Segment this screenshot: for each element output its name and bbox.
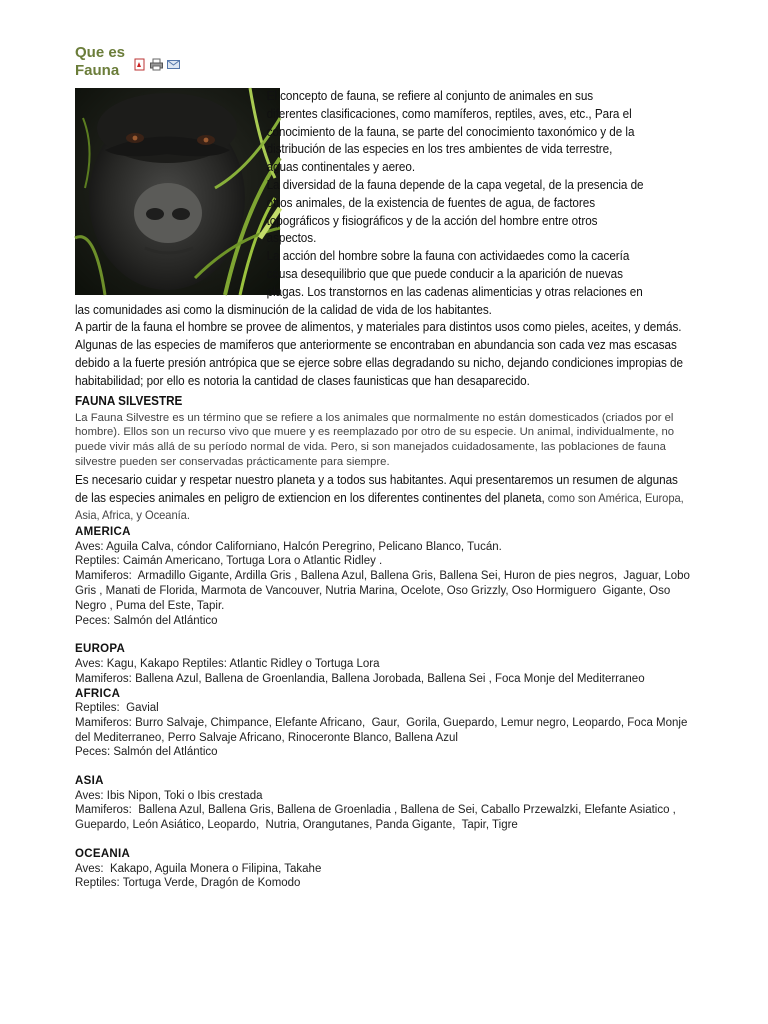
species-line: Peces: Salmón del Atlántico <box>75 614 218 627</box>
species-line: Mamiferos: Burro Salvaje, Chimpance, Elefante Africano, Gaur, Gorila, Guepardo, Lemur negro, Leopardo, Foca Monje del Mediterraneo, Perro Salvaje Africano, Rinoceronte Blanco, Ballena Azul <box>75 716 691 744</box>
action-icons <box>133 57 180 68</box>
species-line: Reptiles: Caimán Americano, Tortuga Lora o Atlantic Ridley . <box>75 555 383 568</box>
species-line: Mamiferos: Ballena Azul, Ballena Gris, Ballena de Groenladia , Ballena de Sei, Caballo Przewalzki, Elefante Asiatico , Guepardo, León Asiático, Leopardo, Nutria, Orangutanes, Panda Gigante, Tapir, Tigre <box>75 804 680 832</box>
silvestre-paragraph: La Fauna Silvestre es un término que se refiere a los animales que normalmente no están domesticados (criados por el hombre). Ellos son un recurso vivo que muere y es reemplazado por otro de su especie. Un animal, individualmente, no puede vivir más allá de su período normal de vida. Pero, si son manejados cuidadosamente, las poblaciones de fauna silvestre pueden ser conservadas prácticamente para siempre. <box>75 411 675 468</box>
continent-asia <box>75 774 690 833</box>
continent-list <box>75 525 694 891</box>
species-line: Mamiferos: Armadillo Gigante, Ardilla Gris , Ballena Azul, Ballena Gris, Ballena Sei, Huron de pies negros, Jaguar, Lobo Gris , Manati de Florida, Marmota de Vancouver, Nutria Marina, Ocelote, Oso Grizzly, Oso Hormiguero Gigante, Oso Negro , Puma del Este, Tapir. <box>75 570 694 612</box>
continent-heading: AMERICA <box>75 526 131 539</box>
continent-heading: ASIA <box>75 775 104 788</box>
title-row <box>75 44 690 88</box>
continent-oceania <box>75 847 690 891</box>
continent-heading: AFRICA <box>75 687 121 700</box>
email-icon[interactable] <box>167 57 180 68</box>
spacer <box>75 760 690 774</box>
intro-paragraph: A partir de la fauna el hombre se provee de alimentos, y materiales para distintos usos como pieles, aceites, y demás. Algunas de las especies de mamiferos que anteriormente se encontraban en abundancia son cada vez mas escasas debido a la fuerte presión antrópica que se ejerce sobre ellas degradando su nicho, dejando condiciones impropias de habitabilidad; por ello es notoria la cantidad de clases faunisticas que han desaparecido. <box>75 320 683 388</box>
species-line: Aves: Kagu, Kakapo Reptiles: Atlantic Ridley o Tortuga Lora <box>75 657 380 670</box>
intro-text <box>75 88 690 391</box>
pdf-icon[interactable] <box>133 57 146 68</box>
continent-europa <box>75 642 690 686</box>
species-line: Mamiferos: Ballena Azul, Ballena de Groenlandia, Ballena Jorobada, Ballena Sei , Foca Monje del Mediterraneo <box>75 672 645 685</box>
section-heading: FAUNA SILVESTRE <box>75 393 183 408</box>
species-line: Reptiles: Gavial <box>75 702 159 714</box>
species-line: Aves: Ibis Nipon, Toki o Ibis crestada <box>75 789 263 802</box>
species-line: Aves: Aguila Calva, cóndor Californiano, Halcón Peregrino, Pelicano Blanco, Tucán. <box>75 540 502 553</box>
continent-heading: EUROPA <box>75 643 126 656</box>
intro-paragraph: La diversidad de la fauna depende de la capa vegetal, de la presencia de otros animales, de la existencia de fuentes de agua, de factores topográficos y fisiográficos y de la acción del hombre entre otros aspectos. <box>266 177 644 246</box>
spacer <box>75 628 690 642</box>
spacer <box>75 833 690 847</box>
intro-paragraph: El concepto de fauna, se refiere al conjunto de animales en sus diferentes clasificaciones, como mamíferos, reptiles, aves, etc., Para el conocimiento de la fauna, se parte del conocimiento taxonómico y de la distribución de las especies en los tres ambientes de vida terrestre, aguas continentales y aereo. <box>266 89 635 175</box>
intro-paragraph: La acción del hombre sobre la fauna con actividaedes como la cacería causa desequilibrio que que puede conducir a la aparición de nuevas plagas. Los transtornos en las cadenas alimenticias y otras relaciones en las comunidades asi como la disminución de la calidad de vida de los habitantes. <box>75 249 643 317</box>
continent-heading: OCEANIA <box>75 848 131 861</box>
species-line: Peces: Salmón del Atlántico <box>75 746 218 759</box>
continent-africa <box>75 687 690 761</box>
cuidar-main: Es necesario cuidar y respetar nuestro planeta y a todos sus habitantes. Aqui presentaremos un resumen de algunas de las especies animales en peligro de extiencion en los diferentes continentes del planeta, <box>75 472 678 505</box>
page-title: Que es Fauna <box>75 44 126 79</box>
cuidar-tail: como son América, Europa, Asia, Africa, y Oceanía. <box>75 490 684 523</box>
print-icon[interactable] <box>150 57 163 68</box>
document-page <box>75 44 694 962</box>
species-line: Reptiles: Tortuga Verde, Dragón de Komodo <box>75 877 301 890</box>
continent-america <box>75 525 694 628</box>
species-line: Aves: Kakapo, Aguila Monera o Filipina, Takahe <box>75 862 322 875</box>
cuidar-paragraph <box>75 472 690 525</box>
